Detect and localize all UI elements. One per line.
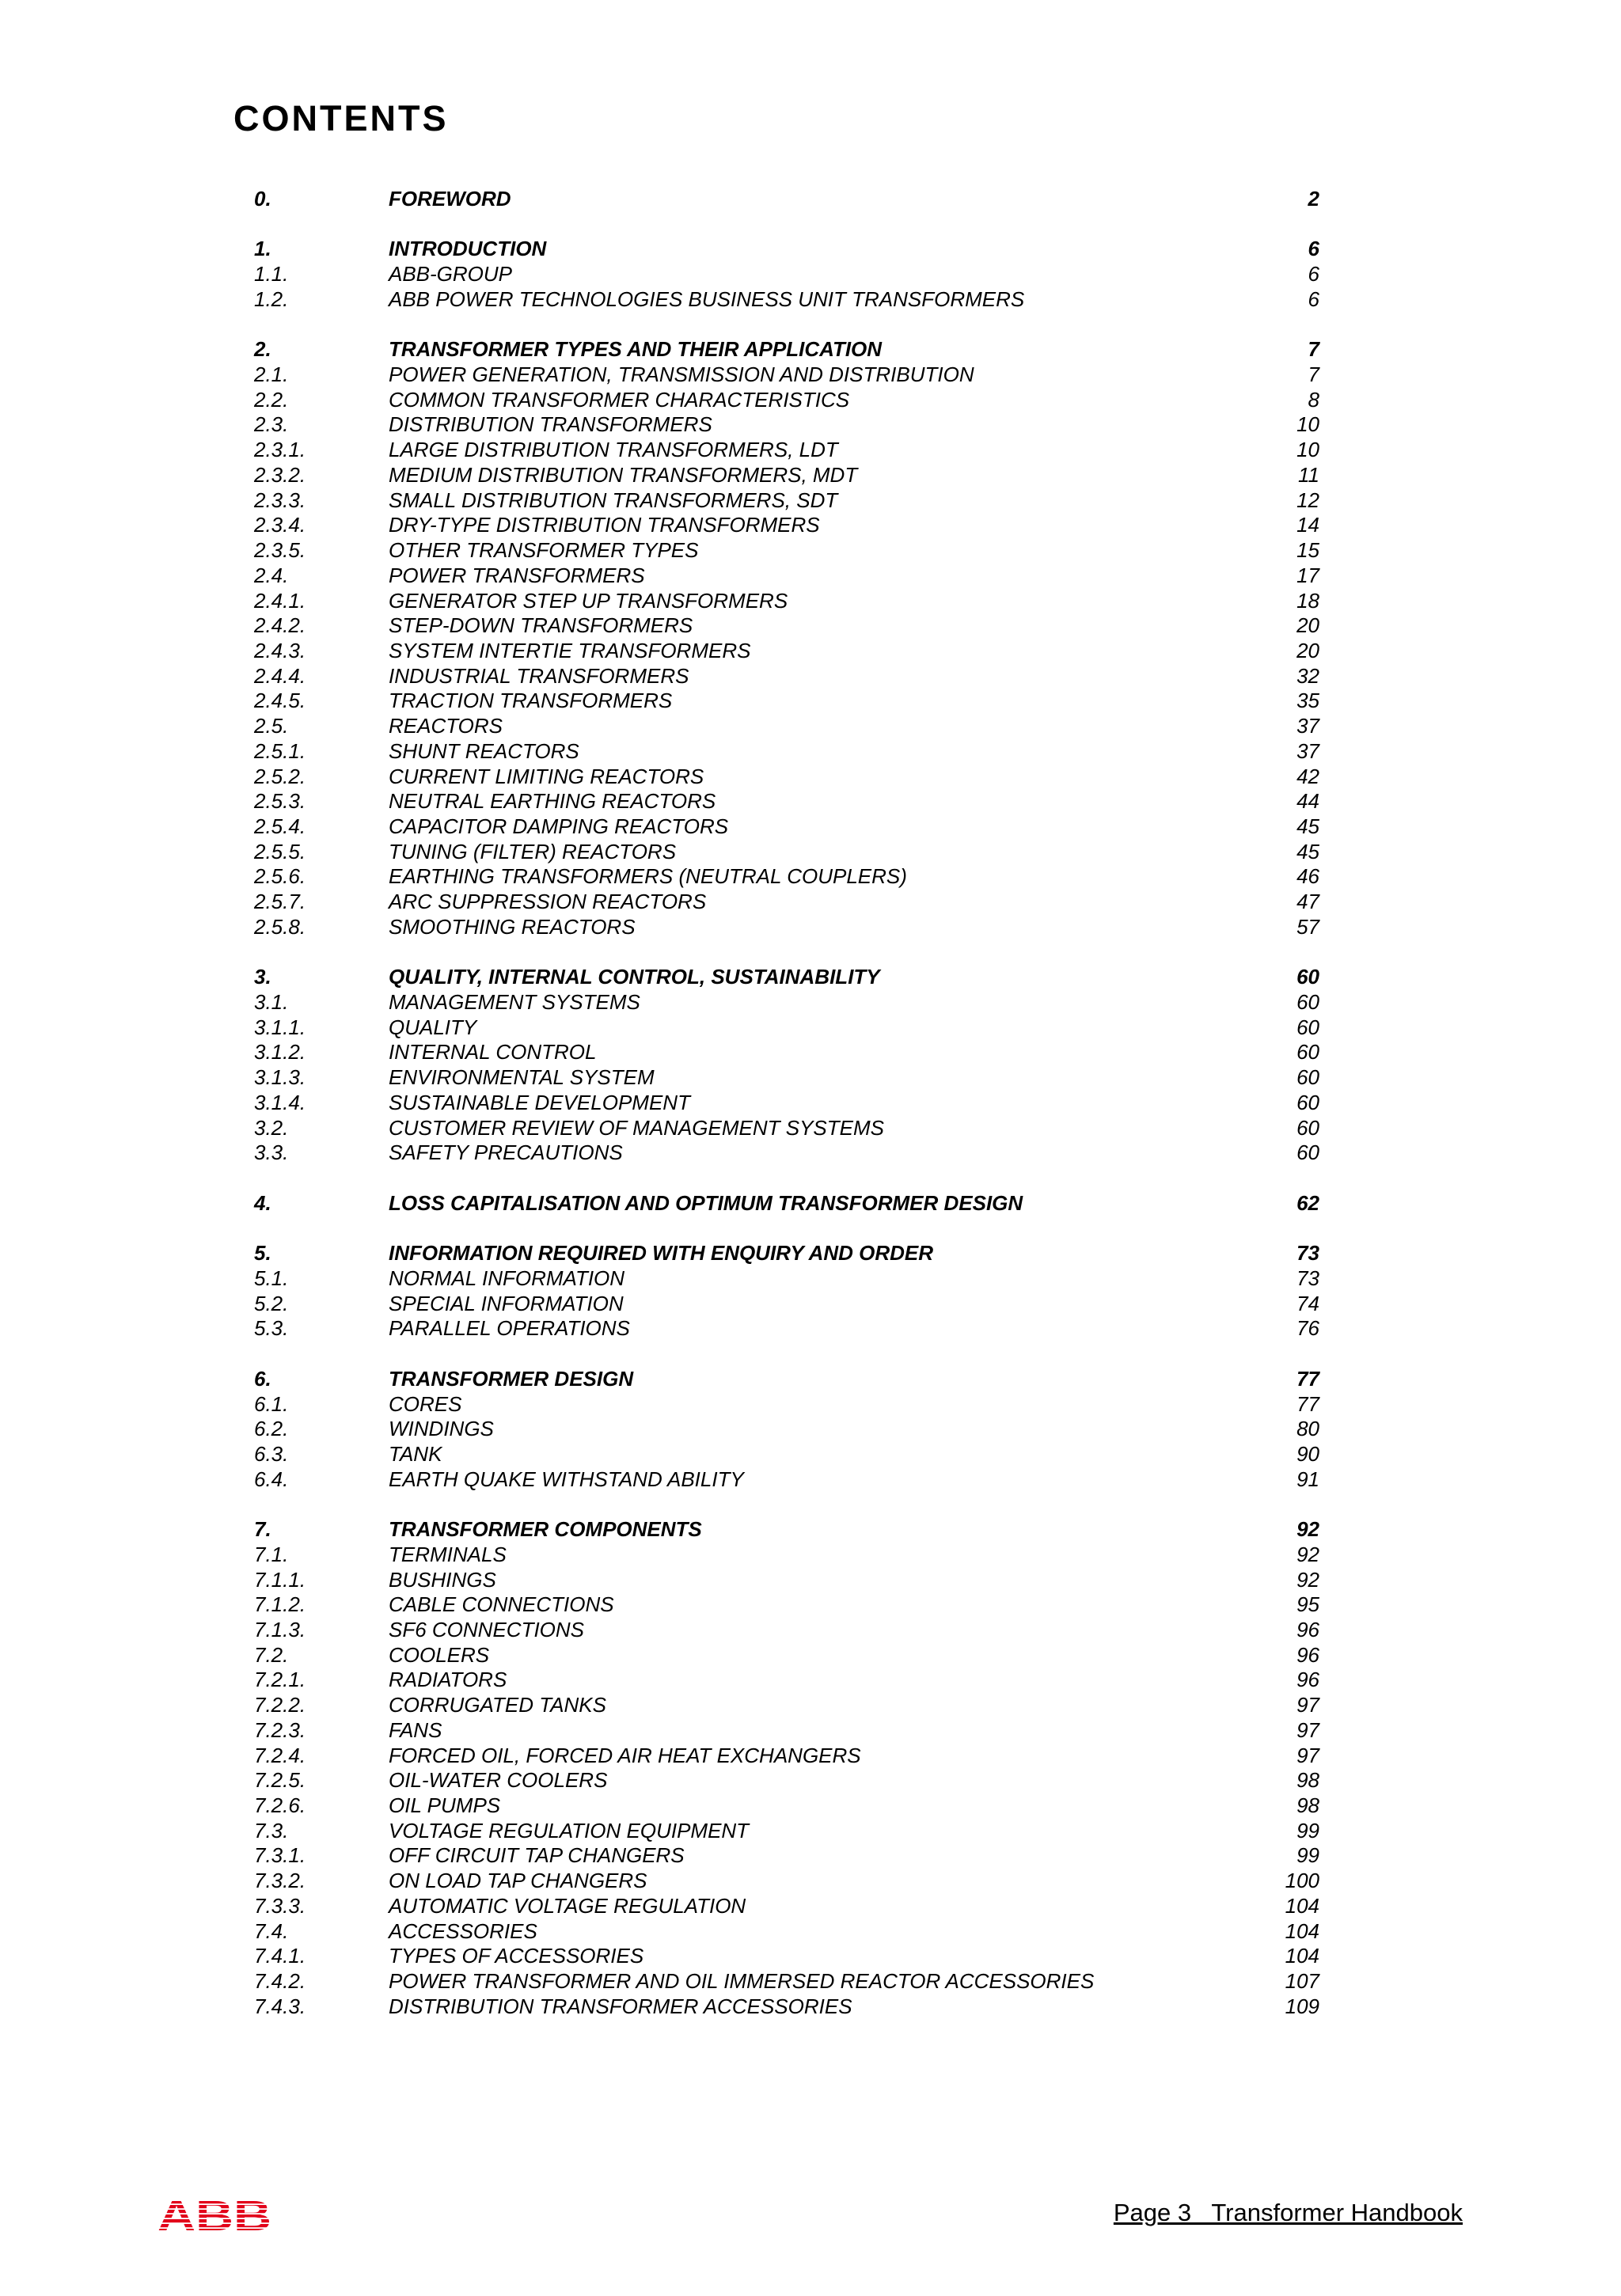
toc-entry-number: 2.5.8.	[254, 914, 306, 939]
toc-entry-number: 5.	[254, 1241, 271, 1266]
toc-entry-number: 3.3.	[254, 1140, 289, 1165]
toc-entry-page: 92	[1296, 1542, 1319, 1566]
toc-entry-page: 46	[1296, 864, 1319, 889]
toc-entry-page: 17	[1296, 563, 1319, 587]
toc-entry-title: AUTOMATIC VOLTAGE REGULATION	[389, 1893, 746, 1918]
toc-entry-page: 92	[1296, 1517, 1319, 1542]
toc-entry-number: 7.4.	[254, 1918, 289, 1943]
toc-entry-title: DISTRIBUTION TRANSFORMER ACCESSORIES	[389, 1994, 852, 2018]
toc-entry-page: 74	[1296, 1291, 1319, 1315]
toc-entry[interactable]	[0, 965, 1621, 990]
toc-entry-title: INTERNAL CONTROL	[389, 1040, 597, 1065]
toc-entry[interactable]	[0, 1191, 1621, 1216]
toc-entry-title: NORMAL INFORMATION	[389, 1266, 625, 1290]
toc-entry-page: 60	[1296, 965, 1319, 989]
toc-entry-title: DISTRIBUTION TRANSFORMERS	[389, 412, 712, 437]
toc-entry-number: 2.5.3.	[254, 789, 306, 814]
toc-entry[interactable]	[0, 1316, 1621, 1342]
abb-logo	[157, 2195, 272, 2233]
toc-entry-page: 7	[1308, 337, 1319, 362]
toc-entry-page: 60	[1296, 1065, 1319, 1090]
toc-entry[interactable]	[0, 1819, 1621, 1844]
toc-entry[interactable]	[0, 714, 1621, 739]
toc-entry-title: MANAGEMENT SYSTEMS	[389, 990, 640, 1014]
toc-entry-number: 2.3.2.	[254, 462, 306, 487]
toc-entry[interactable]	[0, 1543, 1621, 1568]
toc-entry-title: ACCESSORIES	[389, 1918, 537, 1943]
toc-entry-title: VOLTAGE REGULATION EQUIPMENT	[389, 1818, 750, 1842]
toc-entry[interactable]	[0, 1718, 1621, 1744]
toc-entry-number: 3.2.	[254, 1115, 289, 1140]
toc-entry-number: 2.5.	[254, 714, 289, 738]
toc-entry-title: CAPACITOR DAMPING REACTORS	[389, 814, 729, 838]
toc-entry-number: 2.5.5.	[254, 839, 306, 863]
toc-entry-page: 2	[1308, 187, 1319, 211]
toc-entry-number: 2.5.6.	[254, 864, 306, 889]
toc-entry-title: INTRODUCTION	[389, 237, 547, 261]
toc-entry-number: 7.	[254, 1517, 271, 1542]
toc-entry-title: OIL-WATER COOLERS	[389, 1768, 608, 1793]
toc-entry-page: 104	[1285, 1893, 1319, 1918]
toc-entry-page: 99	[1296, 1818, 1319, 1842]
toc-entry-number: 7.2.3.	[254, 1717, 306, 1742]
toc-entry-title: SUSTAINABLE DEVELOPMENT	[389, 1090, 690, 1114]
toc-entry[interactable]	[0, 1467, 1621, 1493]
toc-entry-title: EARTHING TRANSFORMERS (NEUTRAL COUPLERS)	[389, 864, 907, 889]
toc-entry-number: 2.5.7.	[254, 890, 306, 914]
toc-entry-page: 60	[1296, 990, 1319, 1014]
toc-entry-number: 1.2.	[254, 287, 289, 311]
toc-entry[interactable]	[0, 1944, 1621, 1969]
toc-entry-number: 7.1.2.	[254, 1592, 306, 1617]
toc-entry-number: 2.3.4.	[254, 513, 306, 537]
toc-entry[interactable]	[0, 1618, 1621, 1643]
toc-entry[interactable]	[0, 1793, 1621, 1819]
toc-entry-title: STEP-DOWN TRANSFORMERS	[389, 613, 693, 638]
toc-entry[interactable]	[0, 1091, 1621, 1116]
toc-entry-page: 14	[1296, 513, 1319, 537]
toc-entry-title: TRANSFORMER TYPES AND THEIR APPLICATION	[389, 337, 883, 362]
toc-entry-number: 2.4.	[254, 563, 289, 587]
toc-entry-number: 2.5.1.	[254, 738, 306, 763]
toc-entry-page: 47	[1296, 890, 1319, 914]
toc-entry[interactable]	[0, 1894, 1621, 1919]
toc-entry[interactable]	[0, 362, 1621, 388]
toc-entry[interactable]	[0, 1015, 1621, 1041]
toc-entry-title: SF6 CONNECTIONS	[389, 1617, 585, 1641]
toc-entry[interactable]	[0, 1994, 1621, 2020]
toc-entry-title: FANS	[389, 1717, 442, 1742]
toc-entry-number: 5.2.	[254, 1291, 289, 1315]
toc-entry[interactable]	[0, 564, 1621, 589]
toc-entry-title: EARTH QUAKE WITHSTAND ABILITY	[389, 1467, 744, 1491]
toc-entry-title: OFF CIRCUIT TAP CHANGERS	[389, 1843, 685, 1868]
toc-entry[interactable]	[0, 1442, 1621, 1467]
toc-entry-page: 73	[1296, 1266, 1319, 1290]
toc-entry-number: 7.1.3.	[254, 1617, 306, 1641]
toc-entry-number: 7.3.1.	[254, 1843, 306, 1868]
toc-entry-title: ABB POWER TECHNOLOGIES BUSINESS UNIT TRANSFORMERS	[389, 287, 1025, 311]
toc-entry-number: 2.4.5.	[254, 689, 306, 713]
toc-entry-number: 7.1.1.	[254, 1567, 306, 1592]
toc-entry-title: SAFETY PRECAUTIONS	[389, 1140, 623, 1165]
toc-entry-number: 6.2.	[254, 1417, 289, 1441]
toc-entry-title: COOLERS	[389, 1642, 490, 1667]
toc-entry-page: 6	[1308, 237, 1319, 261]
toc-entry[interactable]	[0, 1040, 1621, 1065]
toc-entry[interactable]	[0, 463, 1621, 488]
toc-entry-title: TRANSFORMER COMPONENTS	[389, 1517, 702, 1542]
toc-entry[interactable]	[0, 765, 1621, 790]
toc-entry-title: SYSTEM INTERTIE TRANSFORMERS	[389, 638, 751, 662]
toc-entry[interactable]	[0, 1140, 1621, 1166]
toc-entry-title: POWER TRANSFORMER AND OIL IMMERSED REACTOR ACCESSORIES	[389, 1969, 1095, 1994]
toc-entry-number: 1.1.	[254, 262, 289, 287]
toc-entry-title: LARGE DISTRIBUTION TRANSFORMERS, LDT	[389, 438, 838, 462]
page-title: CONTENTS	[233, 98, 449, 139]
toc-entry-number: 4.	[254, 1190, 271, 1215]
toc-entry-title: COMMON TRANSFORMER CHARACTERISTICS	[389, 387, 850, 412]
toc-entry-title: TUNING (FILTER) REACTORS	[389, 839, 677, 863]
toc-entry-page: 10	[1296, 438, 1319, 462]
toc-entry-number: 6.1.	[254, 1391, 289, 1416]
toc-entry-title: CUSTOMER REVIEW OF MANAGEMENT SYSTEMS	[389, 1115, 884, 1140]
toc-entry-page: 11	[1298, 462, 1319, 487]
toc-entry-page: 97	[1296, 1693, 1319, 1717]
toc-entry-title: SMOOTHING REACTORS	[389, 914, 636, 939]
toc-entry-number: 2.4.2.	[254, 613, 306, 638]
toc-entry-number: 2.5.4.	[254, 814, 306, 838]
toc-entry[interactable]	[0, 1241, 1621, 1266]
toc-entry[interactable]	[0, 864, 1621, 890]
toc-entry-page: 37	[1296, 714, 1319, 738]
toc-entry-page: 62	[1296, 1190, 1319, 1215]
toc-entry-title: CORES	[389, 1391, 462, 1416]
toc-entry-page: 98	[1296, 1793, 1319, 1817]
toc-entry-number: 2.4.3.	[254, 638, 306, 662]
toc-entry[interactable]	[0, 664, 1621, 689]
toc-entry-title: POWER GENERATION, TRANSMISSION AND DISTRIBUTION	[389, 362, 974, 387]
toc-entry[interactable]	[0, 538, 1621, 564]
svg-text:ABB: ABB	[158, 2195, 271, 2233]
toc-entry-page: 97	[1296, 1717, 1319, 1742]
toc-entry-title: TRACTION TRANSFORMERS	[389, 689, 673, 713]
toc-entry-title: CURRENT LIMITING REACTORS	[389, 764, 704, 788]
toc-entry-page: 104	[1285, 1944, 1319, 1968]
toc-entry-number: 3.	[254, 965, 271, 989]
toc-entry-page: 60	[1296, 1090, 1319, 1114]
toc-entry-page: 80	[1296, 1417, 1319, 1441]
toc-entry-title: OTHER TRANSFORMER TYPES	[389, 538, 699, 563]
toc-entry[interactable]	[0, 438, 1621, 463]
toc-entry[interactable]	[0, 237, 1621, 262]
toc-entry[interactable]	[0, 1592, 1621, 1618]
toc-entry-page: 10	[1296, 412, 1319, 437]
table-of-contents	[0, 187, 1621, 2019]
toc-entry[interactable]	[0, 789, 1621, 814]
toc-entry-page: 77	[1296, 1391, 1319, 1416]
toc-entry[interactable]	[0, 1266, 1621, 1292]
toc-entry-number: 5.1.	[254, 1266, 289, 1290]
toc-entry-page: 6	[1308, 262, 1319, 287]
toc-entry-page: 90	[1296, 1441, 1319, 1466]
toc-entry[interactable]	[0, 1517, 1621, 1543]
toc-entry-page: 99	[1296, 1843, 1319, 1868]
toc-entry[interactable]	[0, 337, 1621, 362]
toc-entry-number: 7.3.	[254, 1818, 289, 1842]
toc-entry[interactable]	[0, 639, 1621, 664]
toc-entry-title: INFORMATION REQUIRED WITH ENQUIRY AND ORDER	[389, 1241, 934, 1266]
toc-entry-page: 32	[1296, 663, 1319, 688]
toc-entry-number: 6.4.	[254, 1467, 289, 1491]
toc-entry-number: 1.	[254, 237, 271, 261]
toc-entry-page: 73	[1296, 1241, 1319, 1266]
toc-entry-number: 2.3.5.	[254, 538, 306, 563]
toc-entry-page: 20	[1296, 613, 1319, 638]
toc-entry[interactable]	[0, 1744, 1621, 1769]
toc-entry-number: 2.3.3.	[254, 488, 306, 512]
toc-entry-number: 3.1.2.	[254, 1040, 306, 1065]
toc-entry[interactable]	[0, 262, 1621, 287]
toc-entry-number: 5.3.	[254, 1316, 289, 1341]
toc-entry-title: SPECIAL INFORMATION	[389, 1291, 624, 1315]
toc-entry[interactable]	[0, 1919, 1621, 1945]
toc-entry-title: POWER TRANSFORMERS	[389, 563, 645, 587]
toc-entry-title: TANK	[389, 1441, 442, 1466]
toc-entry[interactable]	[0, 1116, 1621, 1141]
footer-page-label: Page 3 Transformer Handbook	[1113, 2199, 1463, 2226]
toc-entry-number: 7.3.2.	[254, 1869, 306, 1893]
toc-entry-number: 7.4.2.	[254, 1969, 306, 1994]
toc-entry[interactable]	[0, 1693, 1621, 1718]
toc-entry-number: 7.4.1.	[254, 1944, 306, 1968]
toc-entry-page: 60	[1296, 1040, 1319, 1065]
toc-entry-title: PARALLEL OPERATIONS	[389, 1316, 630, 1341]
toc-entry-number: 7.2.1.	[254, 1668, 306, 1692]
toc-entry[interactable]	[0, 1969, 1621, 1994]
toc-entry-number: 7.2.	[254, 1642, 289, 1667]
toc-entry-number: 0.	[254, 187, 271, 211]
toc-entry[interactable]	[0, 1843, 1621, 1869]
toc-entry-title: QUALITY	[389, 1015, 477, 1039]
toc-entry[interactable]	[0, 990, 1621, 1015]
toc-entry-title: ABB-GROUP	[389, 262, 513, 287]
toc-entry-title: ENVIRONMENTAL SYSTEM	[389, 1065, 655, 1090]
toc-entry-page: 96	[1296, 1668, 1319, 1692]
toc-entry[interactable]	[0, 1869, 1621, 1894]
toc-entry-number: 7.3.3.	[254, 1893, 306, 1918]
toc-entry-number: 7.2.5.	[254, 1768, 306, 1793]
toc-entry[interactable]	[0, 739, 1621, 765]
toc-entry[interactable]	[0, 1292, 1621, 1317]
toc-entry[interactable]	[0, 613, 1621, 639]
toc-entry-page: 95	[1296, 1592, 1319, 1617]
toc-entry-title: TERMINALS	[389, 1542, 507, 1566]
toc-entry-title: DRY-TYPE DISTRIBUTION TRANSFORMERS	[389, 513, 820, 537]
toc-entry[interactable]	[0, 814, 1621, 840]
toc-entry[interactable]	[0, 488, 1621, 514]
toc-entry-title: CORRUGATED TANKS	[389, 1693, 606, 1717]
toc-entry[interactable]	[0, 1065, 1621, 1091]
toc-entry-title: SMALL DISTRIBUTION TRANSFORMERS, SDT	[389, 488, 838, 512]
toc-entry-title: LOSS CAPITALISATION AND OPTIMUM TRANSFORMER DESIGN	[389, 1190, 1023, 1215]
toc-entry-page: 104	[1285, 1918, 1319, 1943]
toc-entry-title: SHUNT REACTORS	[389, 738, 579, 763]
toc-entry-number: 3.1.	[254, 990, 289, 1014]
toc-entry-page: 77	[1296, 1366, 1319, 1391]
toc-entry-number: 2.2.	[254, 387, 289, 412]
toc-entry-number: 2.3.1.	[254, 438, 306, 462]
toc-entry-page: 97	[1296, 1743, 1319, 1767]
toc-entry-title: OIL PUMPS	[389, 1793, 501, 1817]
toc-entry-title: ARC SUPPRESSION REACTORS	[389, 890, 707, 914]
toc-entry[interactable]	[0, 1768, 1621, 1793]
toc-entry-page: 91	[1296, 1467, 1319, 1491]
toc-entry-page: 96	[1296, 1617, 1319, 1641]
toc-entry-title: WINDINGS	[389, 1417, 494, 1441]
toc-entry-page: 8	[1308, 387, 1319, 412]
toc-entry-page: 60	[1296, 1015, 1319, 1039]
toc-entry-number: 3.1.1.	[254, 1015, 306, 1039]
toc-entry-page: 92	[1296, 1567, 1319, 1592]
toc-entry[interactable]	[0, 513, 1621, 538]
toc-entry-number: 3.1.3.	[254, 1065, 306, 1090]
toc-entry-page: 96	[1296, 1642, 1319, 1667]
toc-entry-number: 6.	[254, 1366, 271, 1391]
toc-entry[interactable]	[0, 1367, 1621, 1392]
toc-entry-number: 2.1.	[254, 362, 289, 387]
toc-entry-page: 107	[1285, 1969, 1319, 1994]
toc-entry-title: MEDIUM DISTRIBUTION TRANSFORMERS, MDT	[389, 462, 858, 487]
toc-entry-title: GENERATOR STEP UP TRANSFORMERS	[389, 588, 788, 613]
toc-entry-title: INDUSTRIAL TRANSFORMERS	[389, 663, 689, 688]
toc-entry-page: 45	[1296, 839, 1319, 863]
toc-entry-title: FORCED OIL, FORCED AIR HEAT EXCHANGERS	[389, 1743, 861, 1767]
toc-entry[interactable]	[0, 187, 1621, 212]
toc-entry-number: 6.3.	[254, 1441, 289, 1466]
toc-entry[interactable]	[0, 287, 1621, 313]
toc-entry-title: TRANSFORMER DESIGN	[389, 1366, 634, 1391]
toc-entry-title: TYPES OF ACCESSORIES	[389, 1944, 644, 1968]
toc-entry[interactable]	[0, 840, 1621, 865]
toc-entry-page: 45	[1296, 814, 1319, 838]
toc-entry[interactable]	[0, 1668, 1621, 1693]
toc-entry-page: 57	[1296, 914, 1319, 939]
toc-entry[interactable]	[0, 1568, 1621, 1593]
toc-entry-title: NEUTRAL EARTHING REACTORS	[389, 789, 716, 814]
toc-entry[interactable]	[0, 388, 1621, 413]
toc-entry-number: 2.	[254, 337, 271, 362]
toc-entry-title: BUSHINGS	[389, 1567, 496, 1592]
toc-entry-page: 60	[1296, 1140, 1319, 1165]
toc-entry-number: 7.2.2.	[254, 1693, 306, 1717]
toc-entry-page: 109	[1285, 1994, 1319, 2018]
toc-entry-page: 42	[1296, 764, 1319, 788]
toc-entry-number: 3.1.4.	[254, 1090, 306, 1114]
toc-entry-title: FOREWORD	[389, 187, 511, 211]
toc-entry[interactable]	[0, 890, 1621, 915]
toc-entry-title: QUALITY, INTERNAL CONTROL, SUSTAINABILITY	[389, 965, 880, 989]
toc-entry[interactable]	[0, 689, 1621, 714]
toc-entry[interactable]	[0, 1643, 1621, 1668]
toc-entry-page: 6	[1308, 287, 1319, 311]
toc-entry-number: 2.3.	[254, 412, 289, 437]
toc-entry-page: 35	[1296, 689, 1319, 713]
toc-entry-page: 37	[1296, 738, 1319, 763]
toc-entry[interactable]	[0, 589, 1621, 614]
toc-entry-page: 7	[1308, 362, 1319, 387]
toc-entry-page: 100	[1285, 1869, 1319, 1893]
toc-entry-number: 7.2.6.	[254, 1793, 306, 1817]
toc-entry-page: 15	[1296, 538, 1319, 563]
toc-entry[interactable]	[0, 1392, 1621, 1417]
toc-entry-page: 20	[1296, 638, 1319, 662]
toc-entry-page: 76	[1296, 1316, 1319, 1341]
toc-entry-page: 98	[1296, 1768, 1319, 1793]
toc-entry-title: CABLE CONNECTIONS	[389, 1592, 614, 1617]
toc-entry-number: 2.4.4.	[254, 663, 306, 688]
toc-entry-number: 2.4.1.	[254, 588, 306, 613]
toc-entry[interactable]	[0, 1417, 1621, 1442]
toc-entry-page: 60	[1296, 1115, 1319, 1140]
toc-entry-number: 7.4.3.	[254, 1994, 306, 2018]
toc-entry[interactable]	[0, 915, 1621, 940]
toc-entry-page: 12	[1296, 488, 1319, 512]
toc-entry-number: 7.2.4.	[254, 1743, 306, 1767]
toc-entry-page: 18	[1296, 588, 1319, 613]
toc-entry-title: RADIATORS	[389, 1668, 507, 1692]
toc-entry-number: 2.5.2.	[254, 764, 306, 788]
toc-entry-number: 7.1.	[254, 1542, 289, 1566]
toc-entry-title: ON LOAD TAP CHANGERS	[389, 1869, 647, 1893]
toc-entry[interactable]	[0, 412, 1621, 438]
toc-entry-title: REACTORS	[389, 714, 503, 738]
toc-entry-page: 44	[1296, 789, 1319, 814]
